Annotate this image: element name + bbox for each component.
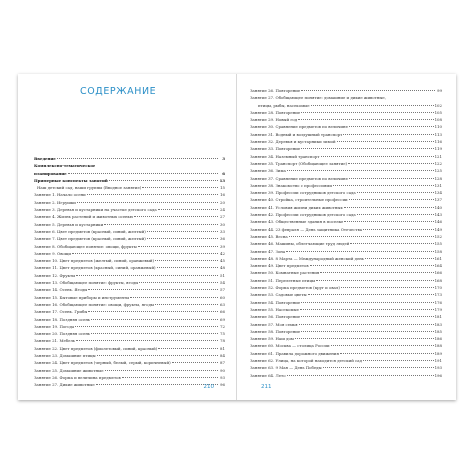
toc-entry <box>34 323 225 330</box>
toc-entry-title: Занятие 3. Деревья и кустарники на участке детского сада <box>34 207 157 213</box>
toc-entry-title: Занятие 37. Сравнение предметов по величине <box>250 175 348 181</box>
dot-leader <box>88 289 218 290</box>
toc-entry-title: Занятие 20. Поздняя осень <box>34 331 91 337</box>
right-page <box>237 74 456 400</box>
toc-entry-title: птицы, рыбы, насекомые <box>258 102 310 108</box>
toc-entry-title: Занятие 46. Машины, облегчающие труд людей <box>250 241 350 247</box>
dot-leader <box>365 258 434 259</box>
toc-entry <box>34 206 225 213</box>
toc-entry-title: Занятие 28. Повторение <box>250 109 301 115</box>
dot-leader <box>320 272 433 273</box>
toc-entry <box>34 191 225 198</box>
toc-entry-page: 158 <box>434 248 442 254</box>
dot-leader <box>286 251 433 252</box>
toc-entry-title: Занятие 47. Зона <box>250 248 286 254</box>
toc-entry <box>34 316 225 323</box>
dot-leader <box>96 384 218 385</box>
dot-leader <box>323 367 434 368</box>
dot-leader <box>109 180 218 181</box>
toc-entry <box>34 257 225 264</box>
toc-entry-page: 191 <box>434 357 442 363</box>
dot-leader <box>91 333 218 334</box>
toc-entry-page: 15 <box>220 185 225 191</box>
toc-entry-page: 75 <box>220 331 225 337</box>
dot-leader <box>172 362 218 363</box>
toc-entry <box>250 277 442 284</box>
toc-entry-title: Занятие 58. Повторение <box>250 328 301 334</box>
toc-entry-page: 102 <box>434 102 442 108</box>
dot-leader <box>142 187 218 188</box>
toc-entry <box>34 170 225 177</box>
toc-entry-page: 122 <box>434 160 442 166</box>
toc-entry-title: Занятие 30. Сравнение предметов по величине <box>250 124 348 130</box>
toc-entry-page: 125 <box>434 168 442 174</box>
toc-entry-page: 51 <box>220 272 225 278</box>
toc-entry <box>250 372 442 379</box>
dot-leader <box>147 231 218 232</box>
toc-entry-page: 121 <box>434 153 442 159</box>
toc-entry <box>34 345 225 352</box>
left-toc-list <box>34 155 225 389</box>
dot-leader <box>311 105 434 106</box>
toc-entry-page: 6 <box>222 170 225 176</box>
dot-leader <box>316 280 433 281</box>
toc-entry <box>34 177 225 184</box>
toc-entry-page: 186 <box>434 336 442 342</box>
toc-entry <box>250 335 442 342</box>
toc-entry-page: 128 <box>434 175 442 181</box>
toc-entry-page: 193 <box>434 365 442 371</box>
dot-leader <box>75 326 218 327</box>
toc-entry <box>34 155 225 162</box>
toc-entry-title: Занятие 36. Зима <box>250 168 286 174</box>
toc-entry-title: Занятие 16. Обобщающее понятие: овощи, фрукты, ягоды <box>34 301 154 307</box>
toc-entry-page: 16 <box>220 192 225 198</box>
toc-entry-title: Занятие 27. Дикие животные <box>34 382 95 388</box>
toc-entry <box>250 94 442 101</box>
toc-entry-page: 66 <box>220 309 225 315</box>
dot-leader <box>130 297 218 298</box>
toc-entry-page: 13 <box>219 177 225 183</box>
toc-entry <box>250 138 442 145</box>
toc-entry-title: Занятие 53. Садовые цветы <box>250 292 307 298</box>
toc-entry-page: 131 <box>434 182 442 188</box>
toc-entry-title: Наш детский сад, наши группы (Вводное занятие) <box>37 185 142 191</box>
toc-entry <box>250 357 442 364</box>
dot-leader <box>57 158 218 159</box>
toc-entry-title: Введение <box>34 156 56 161</box>
toc-entry <box>34 337 225 344</box>
dot-leader <box>138 246 218 247</box>
toc-entry <box>250 196 442 203</box>
left-page-number: 210 <box>203 384 214 390</box>
toc-entry-page: 146 <box>434 219 442 225</box>
toc-entry-title: Занятие 33. Повторение <box>250 146 301 152</box>
toc-entry-title: Занятие 44. 23 февраля — День защитника Отечества <box>250 226 363 232</box>
dot-leader <box>344 221 433 222</box>
toc-entry-page: 168 <box>434 277 442 283</box>
dot-leader <box>363 360 434 361</box>
toc-entry <box>250 167 442 174</box>
toc-entry-page: 161 <box>434 255 442 261</box>
toc-entry-title: Занятие 62. Улица, на которой находится детский сад <box>250 357 362 363</box>
toc-entry-title: Занятие 13. Обобщающее понятие: фрукты, ягоды <box>34 280 139 286</box>
toc-entry <box>34 184 225 191</box>
toc-entry-page: 30 <box>220 221 225 227</box>
toc-entry-page: 155 <box>434 241 442 247</box>
dot-leader <box>87 194 218 195</box>
toc-entry-page: 181 <box>434 314 442 320</box>
toc-entry-page: 42 <box>220 250 225 256</box>
toc-entry-title: Занятие 27. Обобщающее понятие: домашние и дикие животные, <box>250 95 386 101</box>
dot-leader <box>91 319 218 320</box>
toc-entry-title: Занятие 59. Наш дом <box>250 336 294 342</box>
toc-entry <box>250 262 442 269</box>
dot-leader <box>76 275 218 276</box>
toc-entry-page: 93 <box>220 374 225 380</box>
toc-entry-page: 24 <box>220 207 225 213</box>
toc-entry <box>250 160 442 167</box>
dot-leader <box>308 294 434 295</box>
toc-entry-page: 137 <box>434 197 442 203</box>
contents-heading: СОДЕРЖАНИЕ <box>80 86 157 97</box>
dot-leader <box>331 345 434 346</box>
dot-leader <box>321 156 434 157</box>
toc-entry-page: 20 <box>220 199 225 205</box>
toc-entry-page: 116 <box>434 139 442 145</box>
toc-entry-title: Занятие 18. Поздняя осень <box>34 316 91 322</box>
toc-entry <box>250 328 442 335</box>
toc-entry-title: Занятие 17. Осень. Грибы <box>34 309 88 315</box>
toc-entry-page: 54 <box>220 280 225 286</box>
dot-leader <box>287 170 434 171</box>
dot-leader <box>300 309 434 310</box>
dot-leader <box>340 353 434 354</box>
toc-entry <box>250 123 442 130</box>
toc-entry-title: Занятие 2. Игрушки <box>34 199 76 205</box>
dot-leader <box>88 311 218 312</box>
toc-entry <box>250 321 442 328</box>
toc-entry-title: Занятие 29. Новый год <box>250 117 298 123</box>
toc-entry-title: Занятие 12. Фрукты <box>34 272 76 278</box>
toc-entry <box>34 213 225 220</box>
toc-entry <box>250 226 442 233</box>
toc-entry <box>250 102 442 109</box>
toc-entry <box>34 162 225 169</box>
toc-entry <box>250 233 442 240</box>
toc-entry-title: Занятие 5. Деревья и кустарники <box>34 221 104 227</box>
toc-entry-page: 87 <box>220 360 225 366</box>
toc-entry-page: 69 <box>220 316 225 322</box>
toc-entry <box>250 189 442 196</box>
dot-leader <box>72 253 218 254</box>
toc-entry <box>34 381 225 388</box>
toc-entry-title: Занятие 22. Цвет предметов (фиолетовый, синий, красный) <box>34 345 158 351</box>
toc-entry <box>34 228 225 235</box>
right-page-number: 211 <box>261 384 272 390</box>
toc-entry <box>34 250 225 257</box>
toc-entry-title: Занятие 42. Профессии сотрудников детского сада <box>250 212 356 218</box>
dot-leader <box>301 148 433 149</box>
toc-entry <box>34 330 225 337</box>
toc-entry-title: Занятие 40. Стройка, строительные профессии <box>250 197 348 203</box>
toc-entry-title: Занятие 14. Осень. Ягоды <box>34 287 88 293</box>
toc-entry <box>250 291 442 298</box>
toc-entry-page: 99 <box>437 88 442 93</box>
toc-entry-title: Занятие 55. Насекомые <box>250 306 299 312</box>
toc-entry <box>250 182 442 189</box>
toc-entry-title: Занятие 32. Деревья и кустарники зимой <box>250 139 336 145</box>
toc-entry <box>250 248 442 255</box>
dot-leader <box>299 324 434 325</box>
dot-leader <box>333 185 434 186</box>
dot-leader <box>301 112 433 113</box>
toc-entry-title: Занятие 54. Повторение <box>250 299 301 305</box>
dot-leader <box>157 267 218 268</box>
toc-entry <box>34 243 225 250</box>
dot-leader <box>349 126 434 127</box>
toc-entry-page: 185 <box>434 328 442 334</box>
toc-entry-page: 39 <box>220 243 225 249</box>
dot-leader <box>155 304 218 305</box>
toc-entry-title: Занятие 21. Мебель <box>34 338 76 344</box>
toc-entry-page: 164 <box>434 263 442 269</box>
toc-entry <box>250 313 442 320</box>
toc-entry <box>34 301 225 308</box>
toc-entry <box>250 284 442 291</box>
toc-entry-page: 60 <box>220 294 225 300</box>
toc-entry-title: Занятие 8. Обобщающее понятие: овощи, фрукты <box>34 243 137 249</box>
dot-leader <box>301 316 433 317</box>
toc-entry <box>34 359 225 366</box>
dot-leader <box>105 370 218 371</box>
toc-entry-page: 176 <box>434 299 442 305</box>
toc-entry-title: Занятие 10. Цвет предметов (желтый, синий, оранжевый) <box>34 258 155 264</box>
toc-entry-page: 33 <box>220 228 225 234</box>
dot-leader <box>134 216 218 217</box>
toc-entry-title: Занятие 63. 9 Мая — День Победы <box>250 365 322 371</box>
toc-entry-title: Занятие 1. Начало осени <box>34 192 86 198</box>
toc-entry-title: планирование <box>34 170 67 176</box>
toc-entry <box>250 211 442 218</box>
toc-entry-page: 90 <box>220 367 225 373</box>
toc-entry-page: 152 <box>434 233 442 239</box>
toc-entry-title: Занятие 31. Водный и воздушный транспорт <box>250 131 343 137</box>
toc-entry-page: 63 <box>220 301 225 307</box>
toc-entry <box>34 199 225 206</box>
dot-leader <box>77 202 218 203</box>
toc-entry-title: Занятие 26. Форма и величина предметов <box>34 374 121 380</box>
dot-leader <box>289 236 434 237</box>
toc-entry <box>250 306 442 313</box>
toc-entry-title: Занятие 45. Весна <box>250 233 288 239</box>
toc-entry-page: 27 <box>220 214 225 220</box>
toc-entry-page: 143 <box>434 212 442 218</box>
dot-leader <box>97 355 218 356</box>
toc-entry-title: Занятие 60. Москва — столица России <box>250 343 330 349</box>
toc-entry <box>250 175 442 182</box>
toc-entry-page: 189 <box>434 350 442 356</box>
dot-leader <box>350 243 433 244</box>
toc-entry-page: 119 <box>434 146 442 152</box>
toc-entry <box>250 269 442 276</box>
toc-entry <box>250 299 442 306</box>
toc-entry-page: 196 <box>434 372 442 378</box>
toc-entry-page: 140 <box>434 204 442 210</box>
toc-entry-title: Занятие 57. Моя семья <box>250 321 298 327</box>
dot-leader <box>298 119 433 120</box>
toc-entry-title: Занятие 11. Цвет предметов (красный, синий, оранжевый) <box>34 265 156 271</box>
toc-entry-page: 179 <box>434 306 442 312</box>
toc-entry <box>34 221 225 228</box>
dot-leader <box>344 207 434 208</box>
toc-entry-title: Примерные конспекты занятий <box>34 177 108 183</box>
toc-entry-page: 170 <box>434 285 442 291</box>
toc-entry-title: Занятие 64. Лето <box>250 372 286 378</box>
dot-leader <box>301 90 435 91</box>
toc-entry <box>34 367 225 374</box>
toc-entry-title: Занятие 38. Знакомство с профессиями <box>250 182 332 188</box>
toc-entry-title: Занятие 6. Цвет предметов (красный, синий, желтый) <box>34 228 146 234</box>
toc-entry <box>250 350 442 357</box>
book-spread <box>18 74 456 400</box>
toc-entry <box>34 235 225 242</box>
toc-entry-title: Занятие 25. Домашние животные <box>34 367 104 373</box>
toc-entry-page: 188 <box>434 343 442 349</box>
toc-entry <box>250 131 442 138</box>
toc-entry-title: Занятие 41. Условия жизни диких животных <box>250 204 343 210</box>
toc-entry-title: Занятие 4. Жизнь растений и животных осенью <box>34 214 134 220</box>
toc-entry-page: 108 <box>434 117 442 123</box>
dot-leader <box>357 214 434 215</box>
toc-entry-title: Занятие 23. Домашние птицы <box>34 353 96 359</box>
dot-leader <box>295 338 434 339</box>
toc-entry-title: Занятие 35. Транспорт (Обобщающее занятие) <box>250 160 348 166</box>
toc-entry-page: 45 <box>220 258 225 264</box>
toc-entry-title: Занятие 15. Бытовые приборы и инструменты <box>34 294 130 300</box>
toc-entry-page: 81 <box>220 345 225 351</box>
dot-leader <box>139 282 218 283</box>
dot-leader <box>310 265 434 266</box>
toc-entry-title: Занятие 52. Форма предметов (круг и овал) <box>250 285 340 291</box>
toc-entry-title: Занятие 24. Цвет предметов (черный, белый, серый, коричневый) <box>34 360 171 366</box>
toc-entry-page: 3 <box>222 156 225 161</box>
toc-entry-page: 173 <box>434 292 442 298</box>
toc-entry-page: 166 <box>434 270 442 276</box>
toc-entry-title: Занятие 56. Повторение <box>250 314 301 320</box>
toc-entry-title: Занятие 26. Повторение <box>250 88 301 93</box>
dot-leader <box>349 178 434 179</box>
dot-leader <box>122 377 218 378</box>
toc-entry-title: Занятие 34. Наземный транспорт <box>250 153 320 159</box>
toc-entry <box>250 364 442 371</box>
toc-entry-title: Занятие 50. Комнатные растения <box>250 270 320 276</box>
dot-leader <box>343 134 433 135</box>
dot-leader <box>341 287 434 288</box>
toc-entry-page: 149 <box>434 226 442 232</box>
toc-entry-page: 57 <box>220 287 225 293</box>
dot-leader <box>147 238 218 239</box>
toc-entry-title: Занятие 43. Общественные здания в поселке <box>250 219 344 225</box>
dot-leader <box>301 302 433 303</box>
right-toc-list <box>250 87 442 379</box>
dot-leader <box>357 192 434 193</box>
toc-entry-title: Занятие 7. Цвет предметов (красный, синий, желтый) <box>34 236 146 242</box>
toc-entry-title: Занятие 49. Цвет предметов <box>250 263 309 269</box>
toc-entry <box>250 218 442 225</box>
dot-leader <box>348 163 433 164</box>
dot-leader <box>155 260 218 261</box>
toc-entry-title: Занятие 19. Погода <box>34 323 75 329</box>
dot-leader <box>301 331 433 332</box>
toc-entry <box>34 279 225 286</box>
toc-entry <box>250 145 442 152</box>
dot-leader <box>363 229 433 230</box>
toc-entry-title: Занятие 9. Овощи <box>34 250 71 256</box>
toc-entry-page: 84 <box>220 353 225 359</box>
toc-entry-page: 183 <box>434 321 442 327</box>
toc-entry-page: 48 <box>220 265 225 271</box>
toc-entry-page: 110 <box>434 124 442 130</box>
left-page <box>18 74 237 400</box>
toc-entry-page: 113 <box>434 131 442 137</box>
dot-leader <box>76 340 218 341</box>
toc-entry <box>250 204 442 211</box>
toc-entry <box>250 153 442 160</box>
dot-leader <box>349 199 434 200</box>
toc-entry-page: 134 <box>434 190 442 196</box>
toc-entry-title: Занятие 51. Перелетные птицы <box>250 277 316 283</box>
toc-entry <box>250 255 442 262</box>
toc-entry-title: Занятие 48. 8 Марта — Международный женский день <box>250 255 364 261</box>
dot-leader <box>104 224 218 225</box>
toc-entry <box>34 286 225 293</box>
toc-entry <box>250 240 442 247</box>
dot-leader <box>158 209 218 210</box>
toc-entry <box>34 352 225 359</box>
toc-entry-title: Занятие 39. Профессии сотрудников детского сада <box>250 190 356 196</box>
toc-entry-title: Комплексно-тематическое <box>34 163 96 169</box>
toc-entry <box>250 87 442 94</box>
toc-entry <box>34 272 225 279</box>
toc-entry <box>250 109 442 116</box>
toc-entry <box>250 342 442 349</box>
toc-entry <box>34 264 225 271</box>
toc-entry-page: 36 <box>220 236 225 242</box>
toc-entry <box>34 294 225 301</box>
toc-entry <box>34 308 225 315</box>
dot-leader <box>337 141 434 142</box>
dot-leader <box>287 375 434 376</box>
dot-leader <box>68 173 218 174</box>
toc-entry <box>250 116 442 123</box>
dot-leader <box>158 348 218 349</box>
toc-entry-title: Занятие 61. Правила дорожного движения <box>250 350 339 356</box>
toc-entry-page: 96 <box>220 382 225 388</box>
toc-entry-page: 72 <box>220 323 225 329</box>
toc-entry-page: 105 <box>434 109 442 115</box>
toc-entry-page: 78 <box>220 338 225 344</box>
toc-entry <box>34 374 225 381</box>
